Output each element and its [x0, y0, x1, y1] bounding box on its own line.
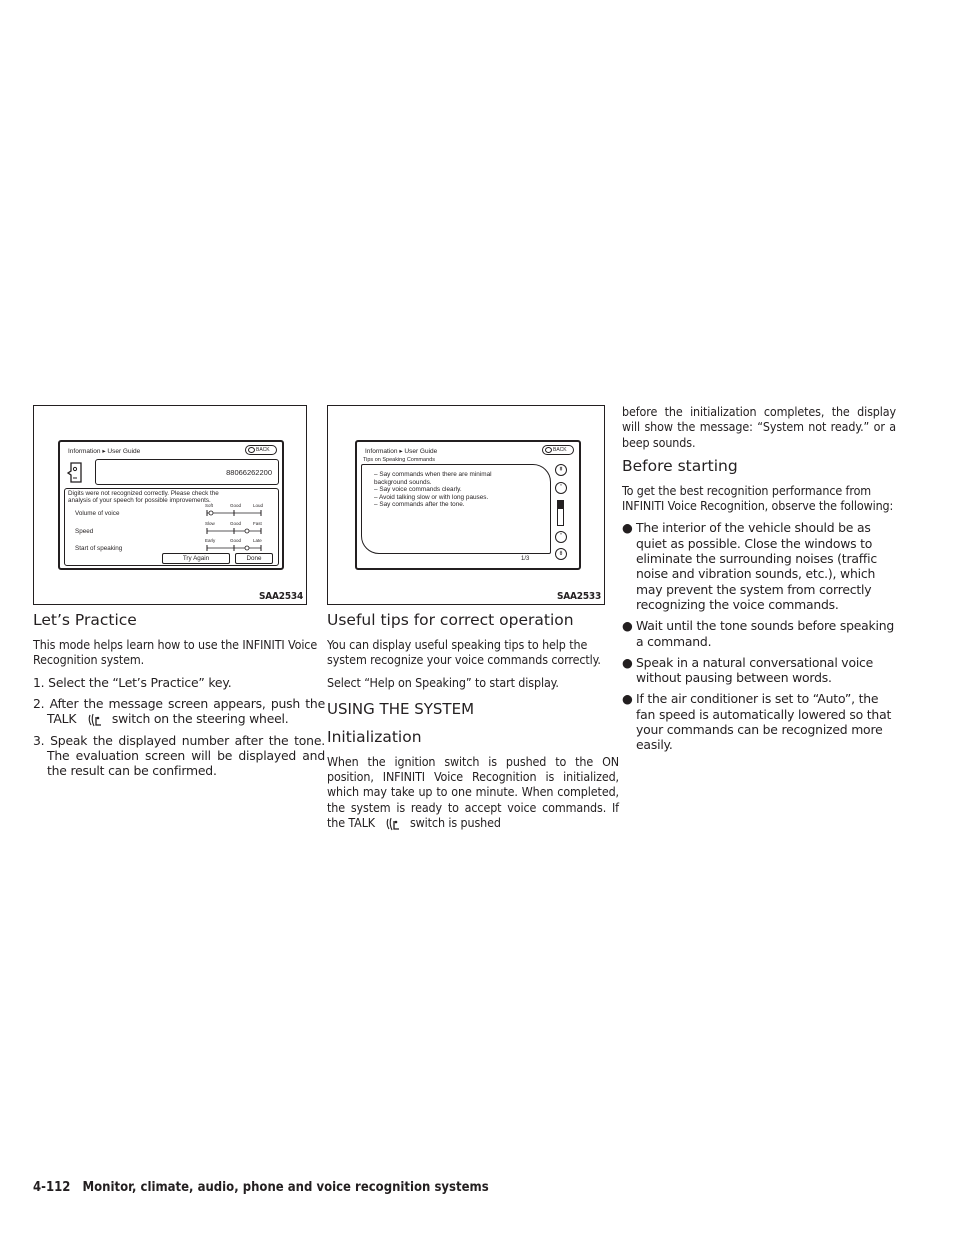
display-screen [58, 440, 284, 570]
figure-code: SAA2533 [556, 591, 601, 602]
scroll-bottom-button[interactable]: ⇟ [555, 548, 567, 560]
scrollbar[interactable] [557, 500, 564, 526]
bullet-text: If the air conditioner is set to “Auto”, the fan speed is automatically lowered so that your commands can be recognized more easily. [636, 691, 892, 753]
section-using-the-system: USING THE SYSTEM [327, 699, 475, 718]
step-3: 3. Speak the displayed number after the tone. The evaluation screen will be displayed and the result can be confirmed. [33, 732, 325, 779]
result-message-2: analysis of your speech for possible improvements. [68, 497, 211, 504]
scroll-up-button[interactable]: ˄ [555, 482, 567, 494]
done-button[interactable]: Done [235, 553, 273, 564]
page-footer [33, 1180, 489, 1195]
tips-box [361, 464, 551, 554]
back-icon [545, 447, 552, 453]
back-icon [248, 447, 255, 453]
scrollbar-thumb[interactable] [558, 501, 563, 509]
initialization-text-a: When the ignition switch is pushed to the ON position, INFINITI Voice Recognition is initialized, which may take up to one minute. When completed, the system is ready to accept voice commands. If the TALK [327, 753, 619, 831]
display-screen [355, 440, 581, 570]
help-on-speaking-text: Select “Help on Speaking” to start display. [327, 674, 559, 690]
try-again-button[interactable]: Try Again [162, 553, 230, 564]
row-speed-label: Speed [75, 528, 94, 535]
bullet-icon: ● [622, 654, 633, 670]
tip-line: background sounds. [374, 478, 432, 486]
bullet-icon: ● [622, 691, 633, 707]
scale-high: Fast [253, 521, 262, 526]
tip-line: – Say voice commands clearly. [374, 486, 462, 494]
before-starting-intro: To get the best recognition performance from INFINITI Voice Recognition, observe the following: [622, 482, 894, 514]
list-item [622, 618, 896, 649]
scale-low: Soft [205, 503, 214, 508]
scroll-down-button[interactable]: ˅ [555, 531, 567, 543]
useful-tips-text: You can display useful speaking tips to help the system recognize your voice commands correctly. [327, 637, 601, 668]
start-scale [205, 544, 265, 552]
scale-high: Loud [253, 503, 264, 508]
tips-subtitle: Tips on Speaking Commands [363, 457, 435, 463]
initialization-text [327, 754, 619, 831]
step-2-text-a: 2. After the message screen appears, push the TALK [33, 695, 325, 727]
scroll-top-button[interactable]: ⇞ [555, 464, 567, 476]
bullet-text: The interior of the vehicle should be as quiet as possible. Close the windows to eliminate the surrounding noises (traffic noise and vibration sounds, etc.), which may prevent the system from correctly recognizing the voice commands. [636, 520, 877, 612]
scale-mid: Good [230, 521, 242, 526]
column-2 [327, 405, 619, 838]
step-1: 1. Select the “Let’s Practice” key. [33, 674, 232, 690]
list-item [622, 520, 896, 612]
bullet-icon: ● [622, 618, 633, 634]
tip-line: – Say commands after the tone. [374, 501, 465, 509]
back-label: BACK [553, 447, 567, 453]
figure-speaking-tips [327, 405, 605, 605]
initialization-text-b: switch is pushed [409, 815, 501, 831]
initialization-continued: before the initialization completes, the display will show the message: “System not ready.” or a beep sounds. [622, 404, 896, 450]
list-item [622, 691, 896, 752]
back-label: BACK [256, 447, 270, 453]
number-box [95, 459, 279, 485]
column-1 [33, 405, 325, 785]
screen-header: Information ▸ User Guide [365, 448, 438, 455]
heading-initialization: Initialization [327, 727, 422, 746]
row-volume-label: Volume of voice [75, 510, 120, 517]
column-3 [622, 404, 896, 759]
bullet-text: Wait until the tone sounds before speaking a command. [636, 618, 895, 649]
talk-switch-icon [80, 713, 108, 727]
heading-lets-practice: Let’s Practice [33, 611, 137, 629]
bullet-text: Speak in a natural conversational voice without pausing between words. [636, 654, 874, 686]
back-button[interactable] [542, 445, 574, 455]
result-box [64, 488, 279, 566]
speed-scale [205, 527, 265, 535]
practice-number: 88066262200 [226, 468, 272, 477]
row-start-label: Start of speaking [75, 545, 123, 552]
volume-scale [205, 509, 265, 517]
tip-line: – Say commands when there are minimal [374, 471, 492, 478]
screen-header: Information ▸ User Guide [68, 448, 141, 455]
scale-high: Late [253, 538, 262, 543]
step-2 [33, 696, 325, 727]
page-indicator: 1/3 [521, 556, 530, 562]
face-icon [66, 461, 84, 485]
scale-low: Early [205, 538, 216, 543]
figure-code: SAA2534 [258, 591, 303, 602]
scale-low: Slow [205, 521, 215, 526]
bullet-icon: ● [622, 520, 633, 536]
step-2-text-b: switch on the steering wheel. [111, 711, 289, 727]
figure-lets-practice [33, 405, 307, 605]
tip-line: – Avoid talking slow or with long pauses. [374, 493, 489, 501]
heading-useful-tips: Useful tips for correct operation [327, 611, 574, 629]
heading-before-starting: Before starting [622, 456, 738, 475]
list-item [622, 655, 896, 686]
page-number: 4-112 [33, 1180, 71, 1195]
scale-mid: Good [230, 503, 242, 508]
lets-practice-intro: This mode helps learn how to use the INFINITI Voice Recognition system. [33, 637, 318, 668]
result-message-1: Digits were not recognized correctly. Please check the [68, 490, 219, 497]
back-button[interactable] [245, 445, 277, 455]
talk-switch-icon [378, 817, 406, 831]
scale-mid: Good [230, 538, 242, 543]
chapter-title: Monitor, climate, audio, phone and voice recognition systems [82, 1180, 489, 1195]
